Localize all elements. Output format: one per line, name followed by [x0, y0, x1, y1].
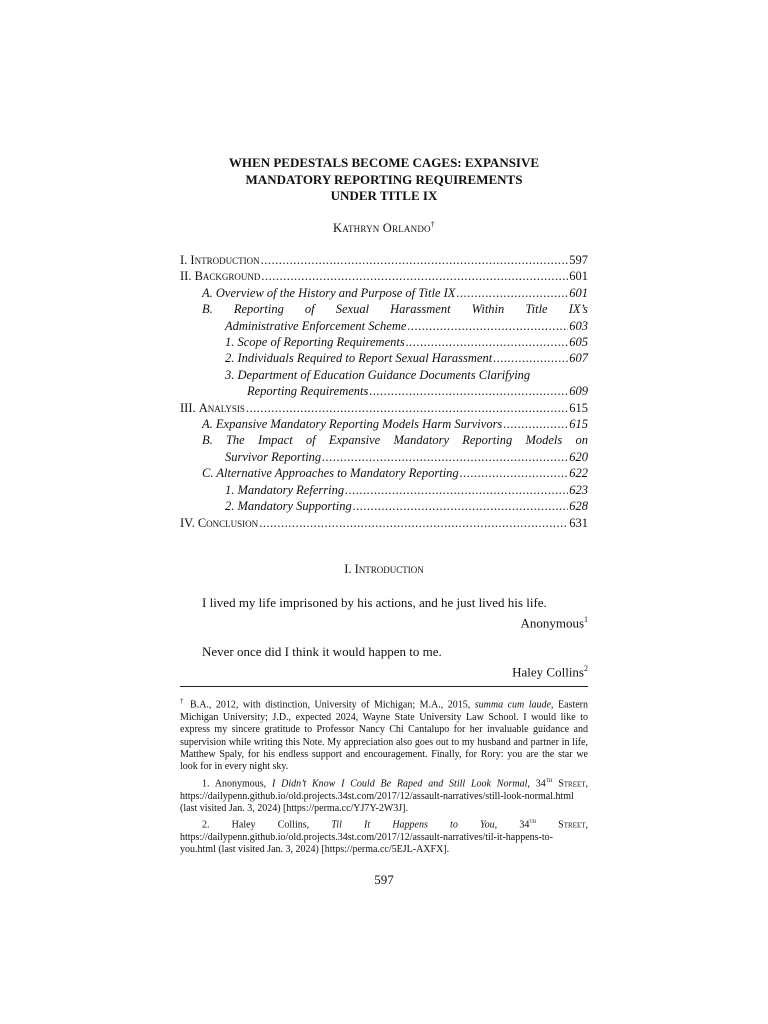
toc-entry-introduction: I. Introduction ..... 597 — [180, 252, 588, 268]
toc-entry-scope-reporting — [180, 334, 588, 350]
toc-label: 1. Mandatory Referring — [225, 482, 345, 497]
toc-label: 1. Scope of Reporting Requirements — [225, 335, 405, 350]
section-heading: I. Introduction — [344, 562, 424, 576]
toc-entry-doe-guidance-line1: 3. Department of Education Guidance Documents Clarifying — [225, 367, 531, 382]
toc-entry-mandatory-referring — [180, 482, 588, 498]
toc-label: 2. Mandatory Supporting — [225, 499, 352, 514]
toc-label: Introduction — [190, 253, 260, 267]
epigraph-2 — [180, 643, 588, 680]
toc-label: Background — [194, 269, 261, 284]
toc-leader — [406, 334, 569, 350]
toc-entry-analysis: III. Analysis ..... 615 — [180, 400, 588, 416]
toc-page: 631 — [569, 515, 588, 530]
toc-page: 605 — [569, 335, 588, 350]
toc-entry-conclusion: IV. Conclusion ..... 631 — [180, 515, 588, 531]
toc-page: 607 — [569, 351, 588, 366]
toc-label: 2. Individuals Required to Report Sexual Harassment — [225, 351, 493, 366]
table-of-contents — [180, 252, 588, 531]
toc-label: Reporting Requirements — [247, 384, 369, 399]
toc-label: Analysis — [198, 400, 245, 415]
toc-page: 620 — [569, 449, 588, 464]
author-byline — [180, 220, 588, 236]
toc-label: A. Expansive Mandatory Reporting Models Harm Survivors — [202, 417, 503, 432]
title-line-2: MANDATORY REPORTING REQUIREMENTS — [245, 171, 523, 187]
author-footnote-mark: † — [430, 220, 435, 229]
toc-leader — [261, 252, 569, 268]
toc-page: 615 — [569, 400, 588, 415]
author-name: Kathryn Orlando — [333, 221, 431, 236]
toc-entry-mandatory-supporting — [180, 498, 588, 514]
page-number: 597 — [374, 872, 394, 887]
footnote-author: † B.A., 2012, with distinction, University of Michigan; M.A., 2015, summa cum laude, Eastern Michigan University; J.D., expected 2024, Wayne State University Law School. I would like to express my sincere gratitude to Professor Nancy Chi Cantalupo for her invaluable guidance and supervision while writing this Note. My appreciation also goes out to my husband and partner in life, Matthew Spaly, for his endless support and encouragement. Finally, for Rory: you are the star we look for in every night sky. — [180, 697, 588, 773]
footnote-2: 2. Haley Collins, Til It Happens to You, 34th Street, https://dailypenn.github.io/old.projects.34st.com/2017/12/assault-narratives/til-it-happens-to-you.html (last visited Jan. 3, 2024) [https://perma.cc/5EJL-AXFX]. — [180, 817, 588, 856]
toc-leader — [246, 400, 568, 416]
toc-label: A. Overview of the History and Purpose of Title IX — [202, 285, 456, 300]
footnote-divider — [180, 686, 588, 687]
toc-leader — [259, 515, 568, 531]
toc-label: Survivor Reporting — [225, 449, 322, 464]
epigraph-1 — [180, 594, 588, 631]
toc-page: 603 — [569, 318, 588, 333]
toc-entry-reporting-within-title-ix-line2 — [180, 318, 588, 334]
toc-leader — [407, 318, 568, 334]
toc-leader — [493, 350, 568, 366]
epigraph-quote: Never once did I think it would happen to me. — [202, 644, 442, 659]
toc-entry-overview-history — [180, 285, 588, 301]
article-title — [180, 155, 588, 205]
epigraph-source: Haley Collins — [512, 664, 584, 680]
footnotes — [180, 695, 588, 857]
toc-entry-alternative-approaches — [180, 465, 588, 481]
toc-entry-doe-guidance-line2 — [180, 383, 588, 399]
toc-label: Administrative Enforcement Scheme — [225, 318, 407, 333]
toc-entry-individuals-required — [180, 350, 588, 366]
toc-page: 615 — [569, 417, 588, 432]
toc-leader — [369, 383, 568, 399]
footnote-ref: 2 — [584, 664, 588, 673]
title-line-1: WHEN PEDESTALS BECOME CAGES: EXPANSIVE — [228, 155, 540, 170]
toc-leader — [345, 482, 568, 498]
toc-entry-impact-line1: B. The Impact of Expansive Mandatory Reporting Models on — [202, 433, 588, 448]
toc-page: 601 — [569, 269, 588, 284]
toc-leader — [322, 449, 568, 465]
toc-entry-background: II. Background ..... 601 — [180, 268, 588, 284]
toc-entry-expansive-models-harm — [180, 416, 588, 432]
footnote-1: 1. Anonymous, I Didn’t Know I Could Be Raped and Still Look Normal, 34th Street, https://dailypenn.github.io/old.projects.34st.com/2017/12/assault-narratives/still-look-normal.html (last visited Jan. 3, 2024) [https://perma.cc/YJ7Y-2W3J]. — [180, 775, 589, 814]
toc-page: 628 — [569, 499, 588, 514]
toc-entry-impact-line2 — [180, 449, 588, 465]
epigraph-source: Anonymous — [520, 615, 584, 631]
toc-label: C. Alternative Approaches to Mandatory Reporting — [202, 466, 459, 481]
toc-leader — [261, 268, 568, 284]
toc-leader — [456, 285, 568, 301]
footnote-ref: 1 — [584, 615, 588, 624]
toc-entry-reporting-within-title-ix-line1: B. Reporting of Sexual Harassment Within Title IX’s — [202, 302, 588, 317]
toc-page: 623 — [569, 482, 588, 497]
epigraph-quote: I lived my life imprisoned by his actions, and he just lived his life. — [202, 595, 547, 610]
toc-page: 601 — [569, 285, 588, 300]
toc-leader — [460, 465, 569, 481]
toc-leader — [503, 416, 568, 432]
toc-page: 597 — [569, 253, 588, 267]
toc-page: 622 — [569, 466, 588, 481]
toc-label: Conclusion — [197, 515, 259, 530]
toc-leader — [353, 498, 569, 514]
title-line-3: UNDER TITLE IX — [330, 188, 438, 203]
toc-page: 609 — [569, 384, 588, 399]
